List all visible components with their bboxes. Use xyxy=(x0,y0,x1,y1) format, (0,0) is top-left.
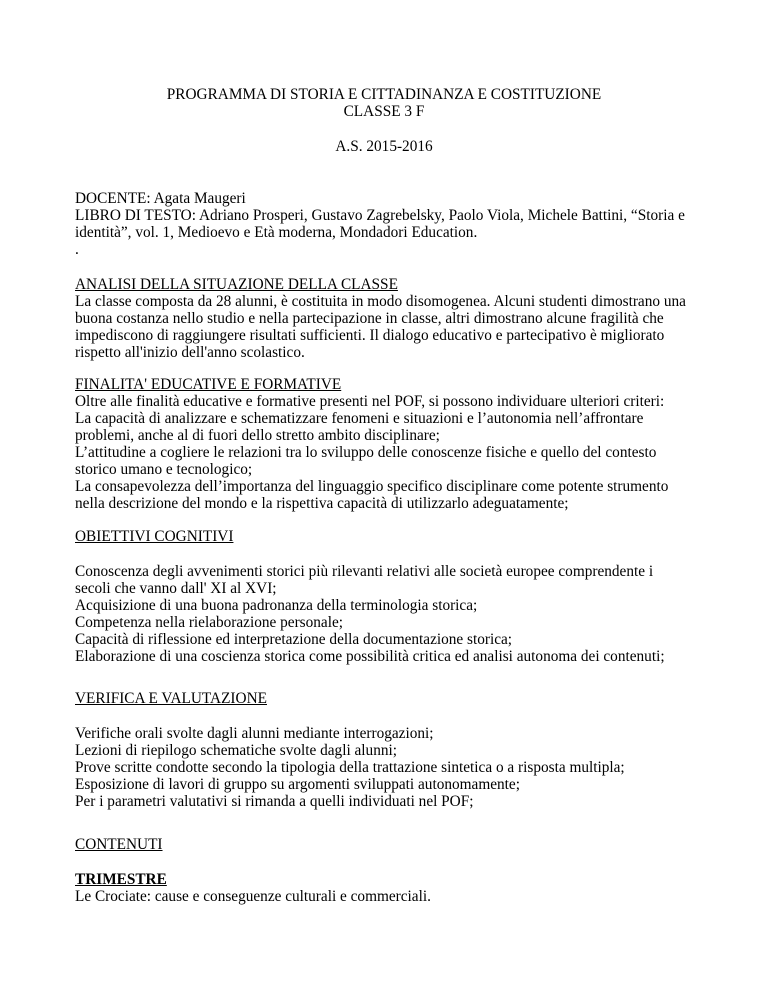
subheading-trimestre: TRIMESTRE xyxy=(75,871,167,888)
paragraph-line: Competenza nella rielaborazione personale; xyxy=(75,614,343,631)
paragraph-line: Le Crociate: cause e conseguenze culturali e commerciali. xyxy=(75,888,431,905)
paragraph-line: Acquisizione di una buona padronanza della terminologia storica; xyxy=(75,597,478,614)
paragraph-line: Prove scritte condotte secondo la tipologia della trattazione sintetica o a risposta multipla; xyxy=(75,759,625,776)
paragraph-line: Conoscenza degli avvenimenti storici più rilevanti relativi alle società europee comprendente i xyxy=(75,563,654,580)
paragraph-line: L’attitudine a cogliere le relazioni tra lo sviluppo delle conoscenze fisiche e quello del contesto xyxy=(75,444,657,461)
textbook-line: LIBRO DI TESTO: Adriano Prosperi, Gustavo Zagrebelsky, Paolo Viola, Michele Battini, “Storia e xyxy=(75,207,685,224)
paragraph-line: Verifiche orali svolte dagli alunni mediante interrogazioni; xyxy=(75,725,434,742)
paragraph-line: problemi, anche al di fuori dello stretto ambito disciplinare; xyxy=(75,427,440,444)
class-label: CLASSE 3 F xyxy=(343,103,425,120)
teacher-line: DOCENTE: Agata Maugeri xyxy=(75,190,246,207)
paragraph-line: La capacità di analizzare e schematizzare fenomeni e situazioni e l’autonomia nell’affrontare xyxy=(75,410,644,427)
section-heading-contenuti: CONTENUTI xyxy=(75,836,163,853)
paragraph-line: La classe composta da 28 alunni, è costituita in modo disomogenea. Alcuni studenti dimostrano una xyxy=(75,293,686,310)
section-heading-analisi: ANALISI DELLA SITUAZIONE DELLA CLASSE xyxy=(75,276,398,293)
paragraph-line: Capacità di riflessione ed interpretazione della documentazione storica; xyxy=(75,631,513,648)
paragraph-line: Per i parametri valutativi si rimanda a quelli individuati nel POF; xyxy=(75,793,474,810)
paragraph-line: nella descrizione del mondo e la rispettiva capacità di utilizzarlo adeguatamente; xyxy=(75,495,569,512)
school-year: A.S. 2015-2016 xyxy=(335,138,433,155)
paragraph-line: Oltre alle finalità educative e formative presenti nel POF, si possono individuare ulteriori criteri: xyxy=(75,393,665,410)
section-heading-obiettivi: OBIETTIVI COGNITIVI xyxy=(75,528,234,545)
paragraph-line: Elaborazione di una coscienza storica come possibilità critica ed analisi autonoma dei contenuti; xyxy=(75,648,665,665)
section-heading-verifica: VERIFICA E VALUTAZIONE xyxy=(75,690,267,707)
paragraph-line: secoli che vanno dall' XI al XVI; xyxy=(75,580,277,597)
paragraph-line: impediscono di raggiungere risultati sufficienti. Il dialogo educativo e partecipativo è migliorato xyxy=(75,327,665,344)
separator-dot: . xyxy=(75,241,79,258)
section-heading-finalita: FINALITA' EDUCATIVE E FORMATIVE xyxy=(75,376,342,393)
document-title: PROGRAMMA DI STORIA E CITTADINANZA E COSTITUZIONE xyxy=(166,86,602,103)
paragraph-line: La consapevolezza dell’importanza del linguaggio specifico disciplinare come potente strumento xyxy=(75,478,669,495)
textbook-line: identità”, vol. 1, Medioevo e Età moderna, Mondadori Education. xyxy=(75,224,478,241)
paragraph-line: storico umano e tecnologico; xyxy=(75,461,253,478)
paragraph-line: buona costanza nello studio e nella partecipazione in classe, altri dimostrano alcune fragilità che xyxy=(75,310,664,327)
paragraph-line: rispetto all'inizio dell'anno scolastico. xyxy=(75,344,305,361)
paragraph-line: Lezioni di riepilogo schematiche svolte dagli alunni; xyxy=(75,742,397,759)
paragraph-line: Esposizione di lavori di gruppo su argomenti sviluppati autonomamente; xyxy=(75,776,520,793)
